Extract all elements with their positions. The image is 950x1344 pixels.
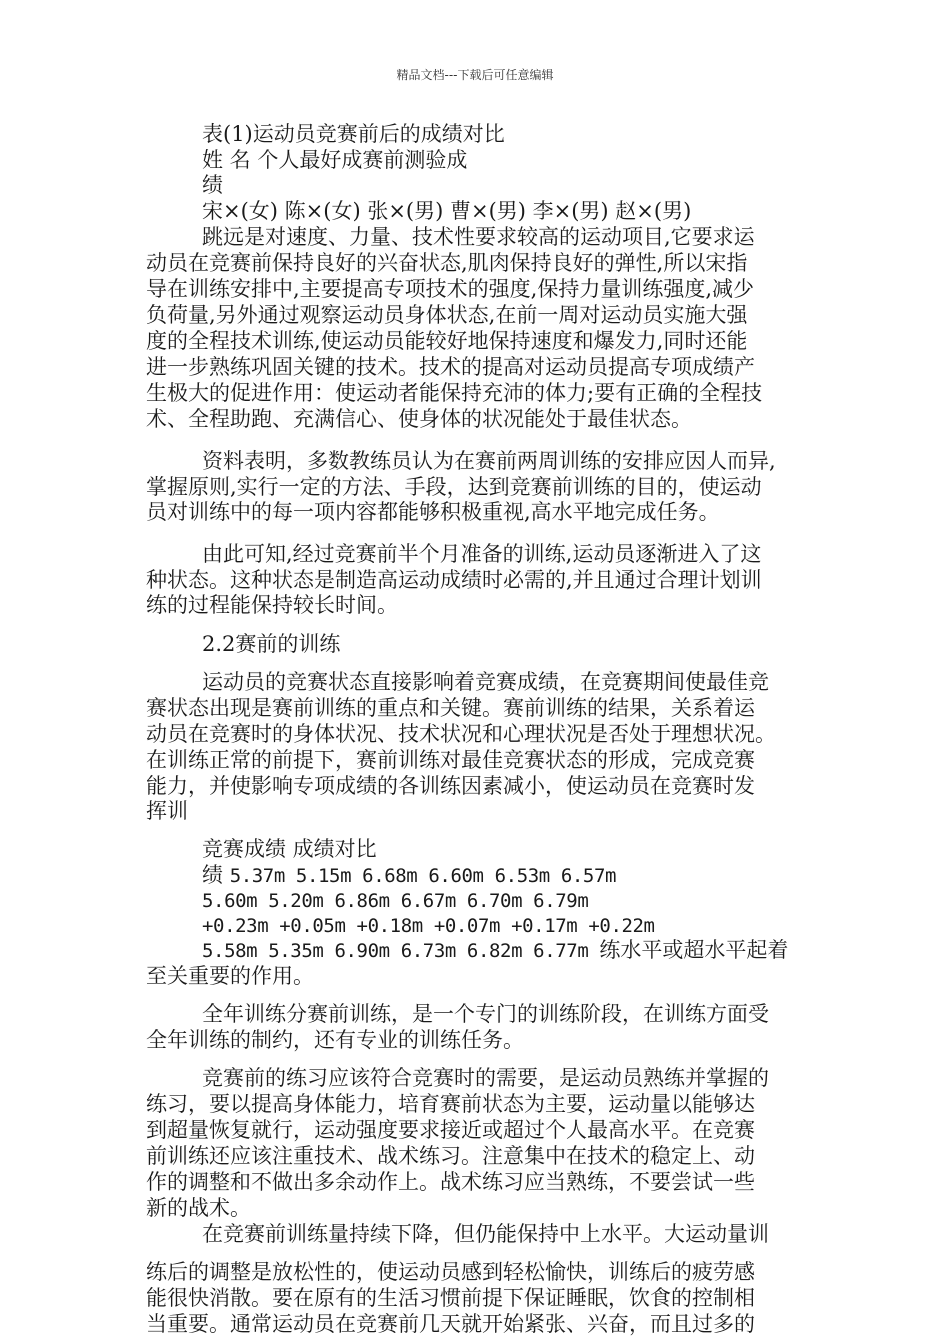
text-line: 全年训练的制约，还有专业的训练任务。 [146,1028,524,1052]
text-line: 2.2赛前的训练 [202,632,341,656]
page-header: 精品文档---下载后可任意编辑 [396,68,554,82]
results-row: 绩 5.37m 5.15m 6.68m 6.60m 6.53m 6.57m [202,863,617,887]
text-line: 在训练正常的前提下，赛前训练对最佳竞赛状态的形成，完成竞赛 [146,748,755,772]
results-row: 5.60m 5.20m 6.86m 6.67m 6.70m 6.79m [202,890,589,912]
text-line: 员对训练中的每一项内容都能够积极重视,高水平地完成任务。 [146,500,720,524]
text-line: 姓 名 个人最好成赛前测验成 [202,148,468,172]
text-line: 在竞赛前训练量持续下降，但仍能保持中上水平。大运动量训 [202,1222,769,1246]
text-line: 竞赛成绩 成绩对比 [202,837,377,861]
text-line: 掌握原则,实行一定的方法、手段，达到竞赛前训练的目的，使运动 [146,475,762,499]
text-line: 宋×(女) 陈×(女) 张×(男) 曹×(男) 李×(男) 赵×(男) [202,199,692,223]
text-line: 到超量恢复就行，运动强度要求接近或超过个人最高水平。在竞赛 [146,1118,755,1142]
text-line: 导在训练安排中,主要提高专项技术的强度,保持力量训练强度,减少 [146,277,755,301]
text-line: 种状态。这种状态是制造高运动成绩时必需的,并且通过合理计划训 [146,568,762,592]
text-line: 度的全程技术训练,使运动员能较好地保持速度和爆发力,同时还能 [146,329,748,353]
text-line: 练的过程能保持较长时间。 [146,593,398,617]
text-line: 资料表明，多数教练员认为在赛前两周训练的安排应因人而异, [202,449,776,473]
text-line: 赛状态出现是赛前训练的重点和关键。赛前训练的结果，关系着运 [146,696,755,720]
text-line: 动员在竞赛前保持良好的兴奋状态,肌肉保持良好的弹性,所以宋指 [146,251,748,275]
text-line: 表(1)运动员竞赛前后的成绩对比 [202,122,505,146]
text-line: 绩 [202,173,223,197]
text-line: 全年训练分赛前训练，是一个专门的训练阶段，在训练方面受 [202,1002,769,1026]
results-row: +0.23m +0.05m +0.18m +0.07m +0.17m +0.22m [202,915,655,937]
text-line: 动员在竞赛时的身体状况、技术状况和心理状况是否处于理想状况。 [146,722,776,746]
text-line: 能力，并使影响专项成绩的各训练因素减小，使运动员在竞赛时发 [146,774,755,798]
text-line: 竞赛前的练习应该符合竞赛时的需要，是运动员熟练并掌握的 [202,1066,769,1090]
text-line: 至关重要的作用。 [146,964,314,988]
text-line: 作的调整和不做出多余动作上。战术练习应当熟练，不要尝试一些 [146,1170,755,1194]
text-line: 由此可知,经过竞赛前半个月准备的训练,运动员逐渐进入了这 [202,542,762,566]
text-line: 负荷量,另外通过观察运动员身体状态,在前一周对运动员实施大强 [146,303,748,327]
text-line: 能很快消散。要在原有的生活习惯前提下保证睡眠，饮食的控制相 [146,1286,755,1310]
text-line: 新的战术。 [146,1196,251,1220]
text-line: 跳远是对速度、力量、技术性要求较高的运动项目,它要求运 [202,225,755,249]
text-line: 当重要。通常运动员在竞赛前几天就开始紧张、兴奋，而且过多的 [146,1312,755,1336]
text-line: 运动员的竞赛状态直接影响着竞赛成绩，在竞赛期间使最佳竞 [202,670,769,694]
text-line: 挥训 [146,799,188,823]
text-line: 练后的调整是放松性的，使运动员感到轻松愉快，训练后的疲劳感 [146,1260,755,1284]
text-line: 术、全程助跑、充满信心、使身体的状况能处于最佳状态。 [146,407,692,431]
text-line: 练习，要以提高身体能力，培育赛前状态为主要，运动量以能够达 [146,1092,755,1116]
text-line: 生极大的促进作用：使运动者能保持充沛的体力;要有正确的全程技 [146,381,763,405]
text-line: 前训练还应该注重技术、战术练习。注意集中在技术的稳定上、动 [146,1144,755,1168]
results-row: 5.58m 5.35m 6.90m 6.73m 6.82m 6.77m 练水平或超水平起着 [202,938,789,962]
text-line: 进一步熟练巩固关键的技术。技术的提高对运动员提高专项成绩产 [146,355,755,379]
